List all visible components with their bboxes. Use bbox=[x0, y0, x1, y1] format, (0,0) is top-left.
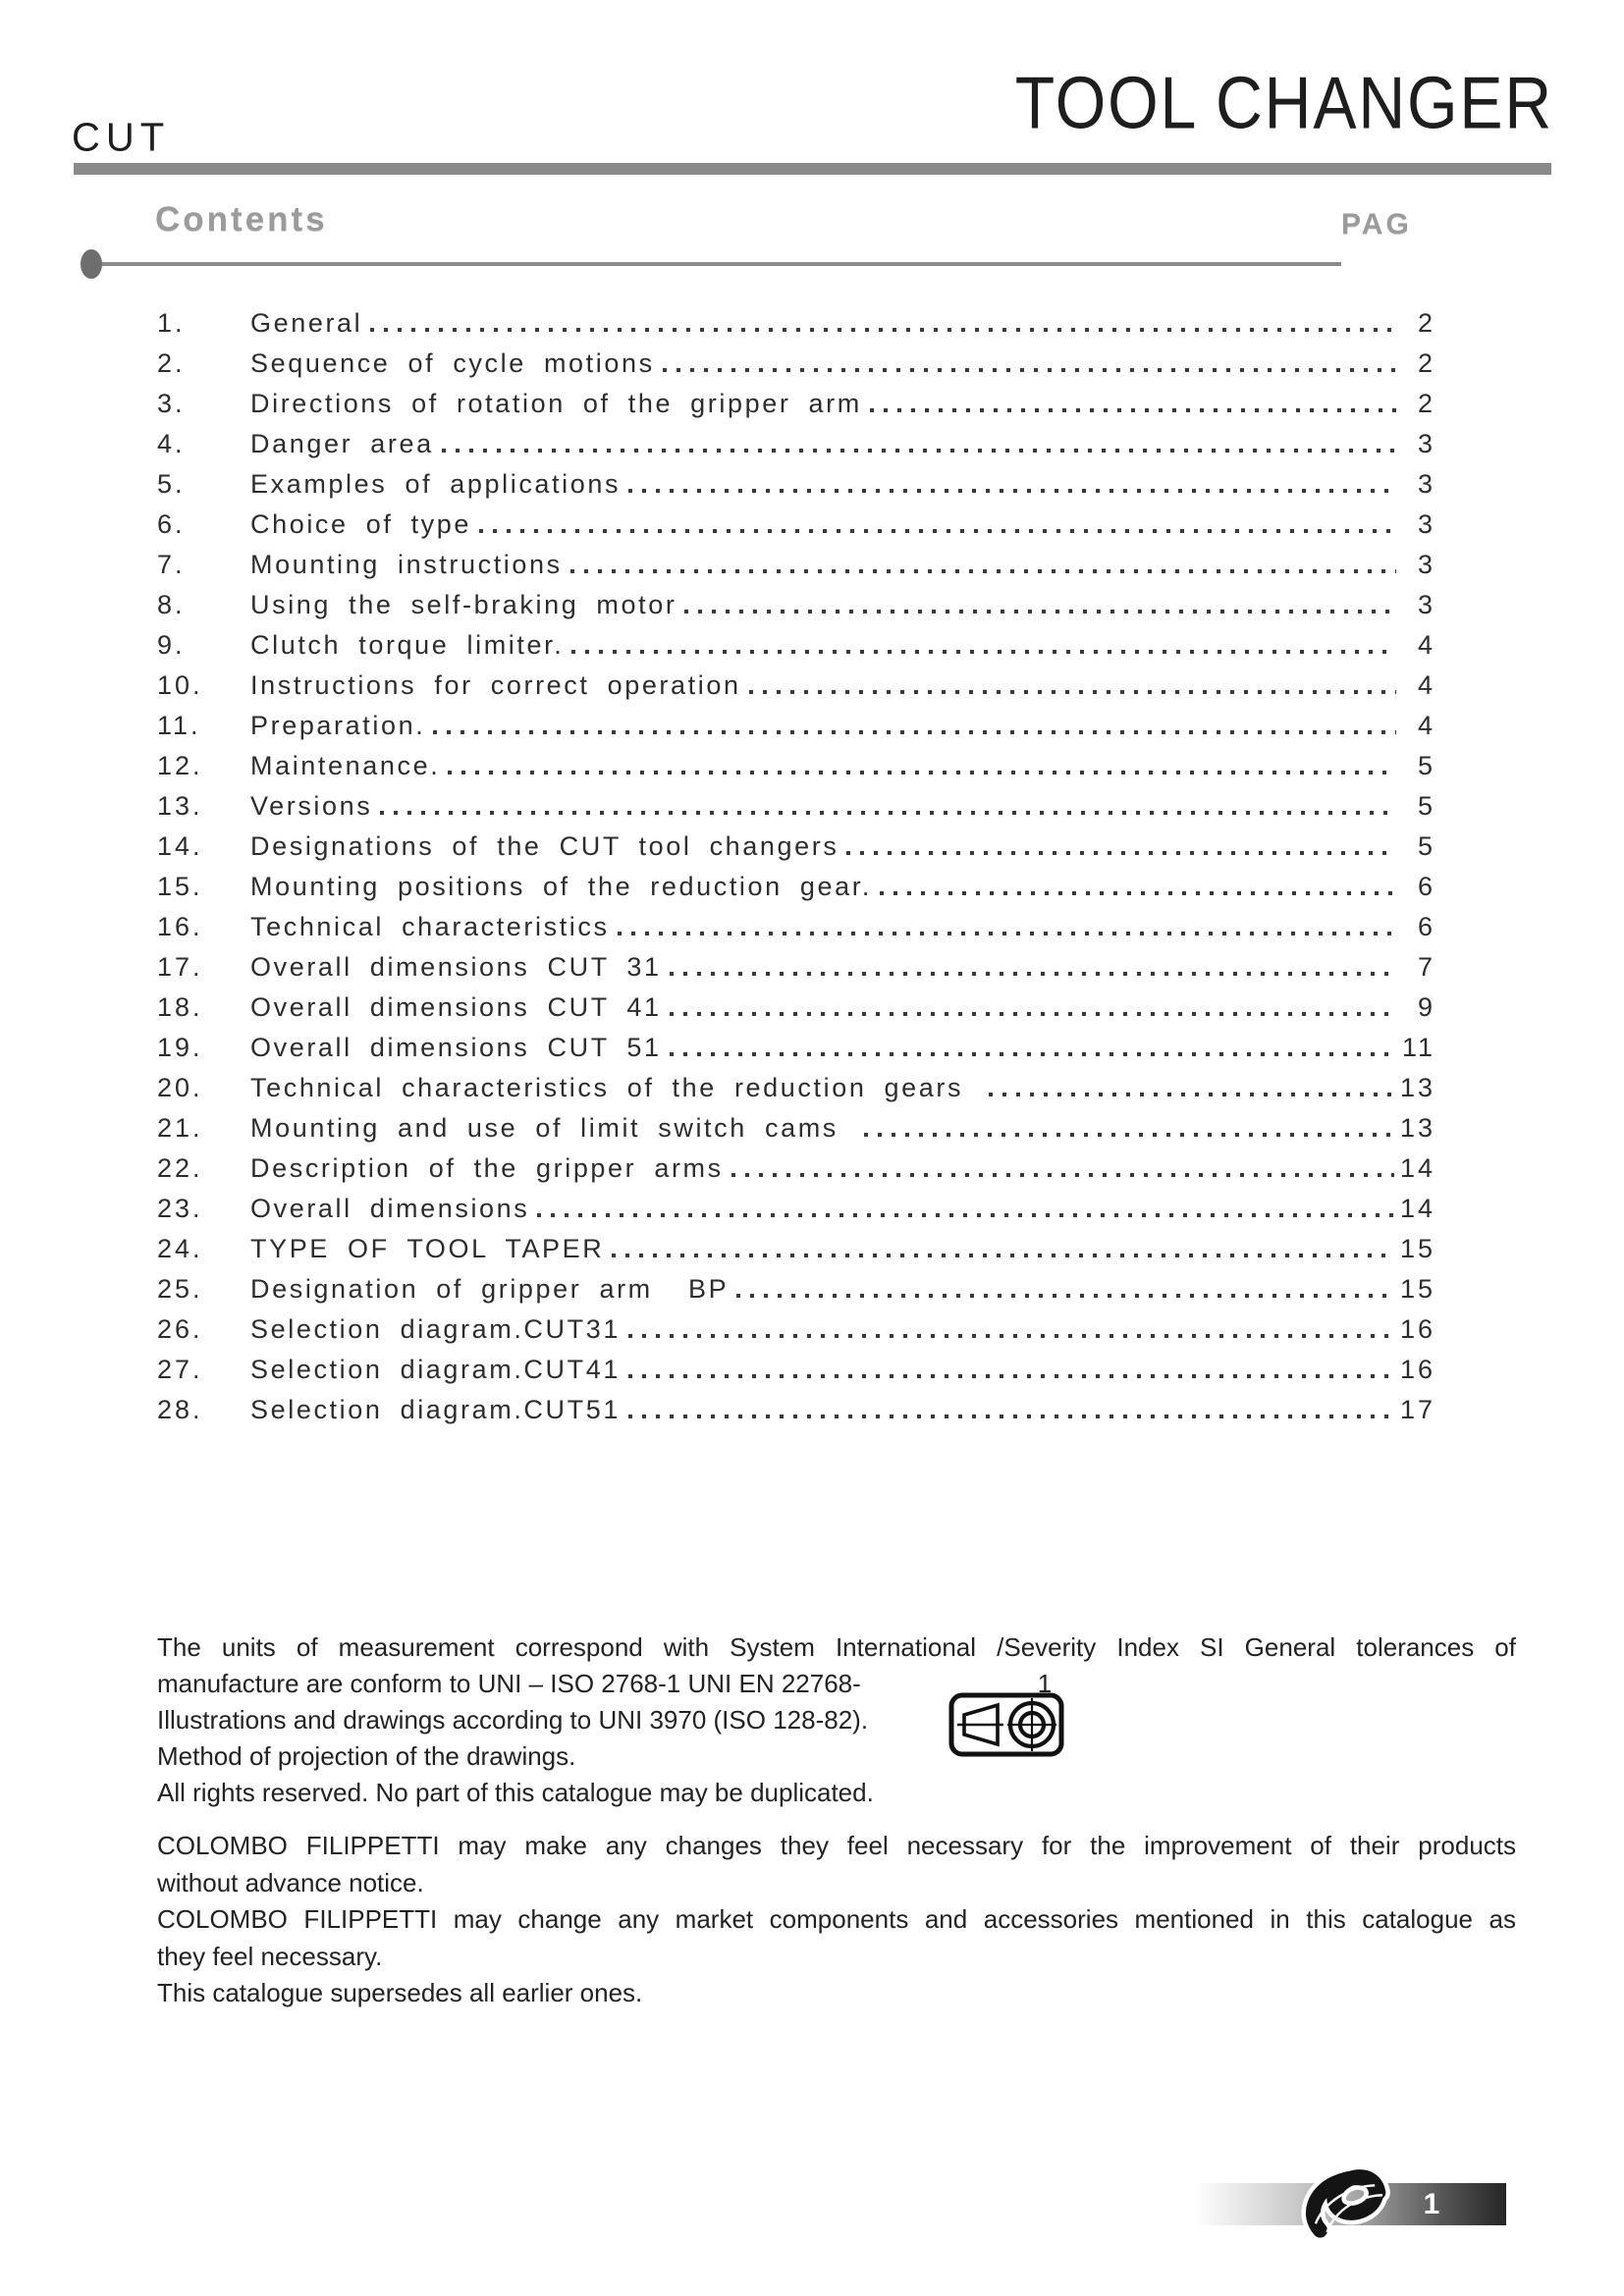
toc-row bbox=[157, 417, 1435, 457]
toc-leader-dots bbox=[571, 650, 1396, 654]
toc-leader-dots bbox=[670, 972, 1396, 976]
toc-item-page: 5 bbox=[1417, 830, 1435, 861]
toc-item-number: 2. bbox=[157, 347, 186, 378]
toc-row bbox=[157, 820, 1435, 860]
toc-leader-dots bbox=[448, 771, 1396, 774]
toc-item-page: 4 bbox=[1417, 669, 1435, 700]
toc-leader-dots bbox=[731, 1173, 1394, 1177]
toc-leader-dots bbox=[628, 1334, 1394, 1338]
toc-item-page: 3 bbox=[1417, 589, 1435, 619]
toc-item-page: 15 bbox=[1399, 1233, 1435, 1263]
toc-item-page: 17 bbox=[1399, 1394, 1435, 1424]
toc-leader-dots bbox=[570, 569, 1396, 573]
toc-leader-dots bbox=[370, 328, 1396, 332]
toc-item-page: 6 bbox=[1417, 871, 1435, 901]
toc-leader-dots bbox=[846, 851, 1396, 855]
toc-leader-dots bbox=[612, 1254, 1394, 1257]
toc-row bbox=[157, 1182, 1435, 1222]
first-angle-projection-icon bbox=[948, 1692, 1064, 1757]
toc-row bbox=[157, 1222, 1435, 1262]
toc-item-number: 18. bbox=[157, 991, 203, 1022]
toc-row bbox=[157, 457, 1435, 498]
toc-row bbox=[157, 1061, 1435, 1101]
header-divider-bar bbox=[74, 163, 1551, 175]
toc-item-number: 17. bbox=[157, 951, 203, 982]
toc-leader-dots bbox=[628, 1415, 1394, 1418]
toc-item-number: 26. bbox=[157, 1313, 203, 1344]
info-line-2 bbox=[157, 1666, 1516, 1702]
toc-item-title: Selection diagram.CUT51 bbox=[250, 1394, 621, 1424]
toc-row bbox=[157, 779, 1435, 820]
toc-item-title: Selection diagram.CUT31 bbox=[250, 1313, 621, 1344]
toc-item-page: 11 bbox=[1401, 1032, 1435, 1062]
toc-item-title: Maintenance. bbox=[250, 750, 441, 780]
toc-row bbox=[157, 900, 1435, 940]
toc-item-page: 13 bbox=[1399, 1112, 1435, 1143]
toc-item-number: 10. bbox=[157, 669, 203, 700]
toc-row bbox=[157, 981, 1435, 1021]
toc-item-number: 16. bbox=[157, 911, 203, 941]
toc-leader-dots bbox=[670, 1052, 1396, 1056]
toc-item-page: 3 bbox=[1417, 468, 1435, 499]
toc-item-page: 14 bbox=[1399, 1193, 1435, 1223]
toc-item-page: 3 bbox=[1417, 428, 1435, 458]
toc-leader-dots bbox=[989, 1093, 1394, 1096]
toc-item-title: Using the self-braking motor bbox=[250, 589, 677, 619]
toc-item-page: 14 bbox=[1399, 1152, 1435, 1183]
toc-row bbox=[157, 699, 1435, 739]
toc-row bbox=[157, 1343, 1435, 1383]
toc-item-title: Choice of type bbox=[250, 508, 471, 539]
disclaimer-p3: This catalogue supersedes all earlier ones. bbox=[157, 1978, 643, 2007]
toc-item-number: 12. bbox=[157, 750, 203, 780]
toc-leader-dots bbox=[670, 1012, 1396, 1016]
info-line-3: Illustrations and drawings according to UNI 3970 (ISO 128-82). bbox=[157, 1705, 869, 1735]
toc-item-number: 11. bbox=[157, 710, 201, 740]
toc-item-page: 2 bbox=[1417, 388, 1435, 418]
toc-leader-dots bbox=[684, 610, 1396, 614]
disclaimer-p2-line1: COLOMBO FILIPPETTI may change any market components and accessories mentioned in this catalogue as bbox=[157, 1904, 1516, 1934]
colombo-filippetti-logo bbox=[1286, 2156, 1402, 2248]
toc-item-title: Selection diagram.CUT41 bbox=[250, 1354, 621, 1384]
toc-row bbox=[157, 1383, 1435, 1423]
toc-item-number: 5. bbox=[157, 468, 186, 499]
toc-item-number: 27. bbox=[157, 1354, 203, 1384]
toc-item-page: 5 bbox=[1417, 750, 1435, 780]
toc-leader-dots bbox=[433, 730, 1396, 734]
toc-item-page: 4 bbox=[1417, 710, 1435, 740]
toc-item-title: Designation of gripper arm BP bbox=[250, 1273, 730, 1304]
toc-leader-dots bbox=[864, 1133, 1394, 1137]
toc-item-page: 3 bbox=[1417, 508, 1435, 539]
toc-row bbox=[157, 618, 1435, 659]
toc-item-title: General bbox=[250, 307, 363, 338]
toc-item-title: Mounting positions of the reduction gear. bbox=[250, 871, 872, 901]
toc-leader-dots bbox=[880, 891, 1396, 895]
page-title: TOOL CHANGER bbox=[1014, 62, 1553, 145]
footer-page-number: 1 bbox=[1423, 2188, 1440, 2220]
disclaimer-p1-line2: without advance notice. bbox=[157, 1867, 424, 1897]
toc-item-page: 15 bbox=[1399, 1273, 1435, 1304]
toc-row bbox=[157, 498, 1435, 538]
table-of-contents bbox=[157, 296, 1435, 1423]
toc-item-title: Preparation. bbox=[250, 710, 426, 740]
toc-row bbox=[157, 739, 1435, 779]
disclaimer-p2-line2: they feel necessary. bbox=[157, 1941, 383, 1971]
toc-item-page: 6 bbox=[1417, 911, 1435, 941]
product-code-label: CUT bbox=[72, 116, 171, 160]
toc-item-number: 15. bbox=[157, 871, 203, 901]
toc-item-title: Technical characteristics bbox=[250, 911, 610, 941]
toc-item-title: Description of the gripper arms bbox=[250, 1152, 724, 1183]
toc-leader-dots bbox=[537, 1213, 1394, 1217]
toc-row bbox=[157, 1303, 1435, 1343]
toc-item-number: 20. bbox=[157, 1072, 203, 1102]
toc-item-title: Examples of applications bbox=[250, 468, 622, 499]
toc-item-title: Overall dimensions CUT 41 bbox=[250, 991, 662, 1022]
toc-leader-dots bbox=[618, 932, 1396, 935]
toc-item-title: Overall dimensions bbox=[250, 1193, 530, 1223]
toc-row bbox=[157, 377, 1435, 417]
toc-item-page: 2 bbox=[1417, 307, 1435, 338]
toc-row bbox=[157, 940, 1435, 981]
toc-row bbox=[157, 538, 1435, 578]
contents-rule-line bbox=[90, 262, 1341, 266]
toc-item-number: 24. bbox=[157, 1233, 203, 1263]
rule-end-dot bbox=[81, 249, 102, 279]
info-line-4: Method of projection of the drawings. bbox=[157, 1741, 576, 1771]
toc-item-number: 9. bbox=[157, 629, 186, 660]
disclaimer-p1-line1: COLOMBO FILIPPETTI may make any changes they feel necessary for the improvement of their products bbox=[157, 1831, 1516, 1860]
toc-item-title: Technical characteristics of the reduction gears bbox=[250, 1072, 982, 1102]
toc-row bbox=[157, 1142, 1435, 1182]
toc-item-number: 19. bbox=[157, 1032, 203, 1062]
toc-item-page: 16 bbox=[1399, 1313, 1435, 1344]
toc-item-number: 25. bbox=[157, 1273, 203, 1304]
toc-row bbox=[157, 860, 1435, 900]
disclaimer-block bbox=[157, 1828, 1516, 2012]
toc-item-title: Mounting and use of limit switch cams bbox=[250, 1112, 856, 1143]
toc-row bbox=[157, 1021, 1435, 1061]
toc-leader-dots bbox=[479, 529, 1396, 533]
toc-item-page: 3 bbox=[1417, 549, 1435, 579]
toc-item-title: Mounting instructions bbox=[250, 549, 563, 579]
info-line-2-text: manufacture are conform to UNI – ISO 2768-1 UNI EN 22768- bbox=[157, 1669, 861, 1698]
toc-item-title: Instructions for correct operation bbox=[250, 669, 741, 700]
toc-item-number: 21. bbox=[157, 1112, 203, 1143]
toc-item-title: Danger area bbox=[250, 428, 434, 458]
toc-item-title: Versions bbox=[250, 790, 373, 821]
toc-item-page: 7 bbox=[1417, 951, 1435, 982]
toc-item-page: 16 bbox=[1399, 1354, 1435, 1384]
toc-leader-dots bbox=[663, 368, 1396, 372]
toc-item-number: 8. bbox=[157, 589, 186, 619]
toc-item-title: TYPE OF TOOL TAPER bbox=[250, 1233, 605, 1263]
toc-item-title: Directions of rotation of the gripper arm bbox=[250, 388, 862, 418]
toc-row bbox=[157, 1101, 1435, 1142]
toc-leader-dots bbox=[442, 449, 1396, 453]
toc-item-number: 3. bbox=[157, 388, 186, 418]
toc-row bbox=[157, 1262, 1435, 1303]
toc-leader-dots bbox=[736, 1294, 1394, 1298]
info-line-1: The units of measurement correspond with System International /Severity Index SI General tolerances of bbox=[157, 1632, 1516, 1662]
toc-item-title: Designations of the CUT tool changers bbox=[250, 830, 839, 861]
toc-item-page: 9 bbox=[1417, 991, 1435, 1022]
toc-item-page: 5 bbox=[1417, 790, 1435, 821]
toc-item-number: 1. bbox=[157, 307, 186, 338]
toc-row bbox=[157, 296, 1435, 337]
toc-leader-dots bbox=[628, 1374, 1394, 1378]
toc-leader-dots bbox=[628, 489, 1396, 493]
contents-heading: Contents bbox=[155, 200, 328, 239]
toc-item-number: 22. bbox=[157, 1152, 203, 1183]
toc-item-title: Clutch torque limiter. bbox=[250, 629, 565, 660]
toc-item-number: 13. bbox=[157, 790, 203, 821]
info-line-5: All rights reserved. No part of this catalogue may be duplicated. bbox=[157, 1778, 874, 1807]
toc-item-number: 28. bbox=[157, 1394, 203, 1424]
toc-item-number: 23. bbox=[157, 1193, 203, 1223]
standards-info-block bbox=[157, 1629, 1516, 1811]
toc-row bbox=[157, 578, 1435, 618]
toc-row bbox=[157, 659, 1435, 699]
toc-item-title: Overall dimensions CUT 31 bbox=[250, 951, 662, 982]
page-column-label: PAG bbox=[1341, 208, 1412, 240]
toc-item-title: Sequence of cycle motions bbox=[250, 347, 655, 378]
toc-row bbox=[157, 337, 1435, 377]
toc-item-number: 7. bbox=[157, 549, 186, 579]
toc-item-title: Overall dimensions CUT 51 bbox=[250, 1032, 662, 1062]
toc-item-page: 4 bbox=[1417, 629, 1435, 660]
info-line-2-suffix: 1 bbox=[1037, 1669, 1053, 1698]
toc-item-number: 6. bbox=[157, 508, 186, 539]
toc-item-page: 2 bbox=[1417, 347, 1435, 378]
toc-leader-dots bbox=[380, 811, 1396, 815]
toc-leader-dots bbox=[870, 408, 1396, 412]
toc-item-page: 13 bbox=[1399, 1072, 1435, 1102]
toc-leader-dots bbox=[749, 690, 1396, 694]
toc-item-number: 4. bbox=[157, 428, 186, 458]
toc-item-number: 14. bbox=[157, 830, 203, 861]
